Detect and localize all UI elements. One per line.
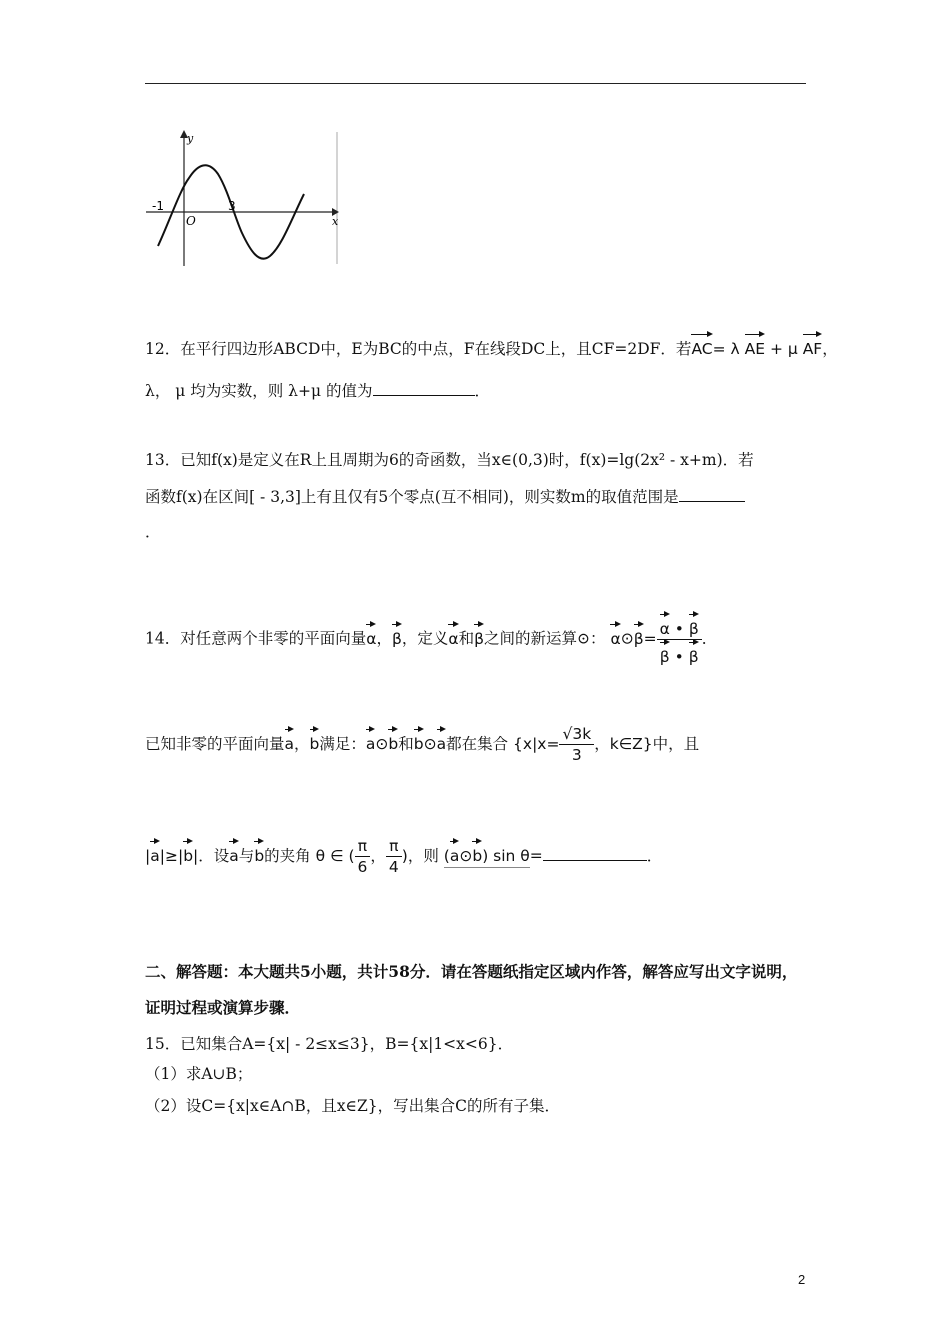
- den-beta-2: β: [689, 640, 699, 667]
- vector-a: a: [285, 727, 295, 754]
- q14-end: ．: [646, 847, 663, 865]
- definition-fraction: [657, 612, 702, 667]
- vector-a-2: a: [366, 727, 376, 754]
- pi-4-den: 4: [388, 858, 399, 876]
- q14-he-2: 和: [398, 735, 414, 753]
- q13-line1: 13．已知f(x)是定义在R上且周期为6的奇函数，当x∈(0,3)时，f(x)=lg(2x² - x+m)．若: [145, 451, 754, 469]
- q14-text1: 14．对任意两个非零的平面向量: [145, 629, 367, 648]
- sine-graph-figure: [142, 128, 342, 268]
- q12-line1: [145, 332, 838, 359]
- q12-comma: ，: [822, 340, 838, 358]
- x-axis-label: x: [332, 215, 339, 228]
- pi-6-den: 6: [357, 858, 368, 876]
- pi-over-6: [355, 836, 371, 877]
- expr-vector-a: a: [450, 839, 460, 866]
- q14-he: 和: [458, 629, 475, 648]
- q14-text5: 满足：: [319, 735, 366, 753]
- vector-beta-3: β: [634, 622, 644, 649]
- header-rule: [145, 83, 806, 84]
- q14-text9: 的夹角: [264, 847, 311, 865]
- fraction-numerator: [657, 612, 702, 640]
- set-notation: [513, 725, 653, 764]
- pi-over-4: [386, 836, 402, 877]
- vector-a-3: a: [437, 727, 447, 754]
- q13-text2: 函数f(x)在区间[ - 3,3]上有且仅有5个零点(互不相同)，则实数m的取值范围是: [145, 488, 679, 506]
- target-expression: (a⊙b) sin θ: [444, 847, 530, 868]
- abs-inequality: |a|≥|b|: [145, 847, 198, 865]
- q12-answer-blank[interactable]: [373, 381, 475, 396]
- q14-line3: [145, 836, 662, 877]
- q14-line1: [145, 612, 717, 667]
- vector-ac: AC: [691, 332, 712, 359]
- abs-vector-a: a: [150, 839, 160, 866]
- three-label: 3: [228, 199, 236, 213]
- q12-text2: λ， μ 均为实数，则 λ+μ 的值为: [145, 382, 373, 400]
- set-fraction-num: √3k: [559, 724, 594, 745]
- vector-alpha-3: α: [610, 622, 620, 649]
- q14-text2: ，定义: [401, 629, 449, 648]
- y-axis-label: y: [187, 132, 194, 145]
- vector-b-2: b: [388, 727, 398, 754]
- abs-vector-b: b: [183, 839, 193, 866]
- set-fraction-den: 3: [571, 746, 582, 764]
- pi-4-num: π: [386, 836, 402, 857]
- odot-operator-2: ⊙: [375, 735, 389, 753]
- q12-end: ．: [474, 382, 491, 400]
- q14-text10: ，则: [407, 847, 439, 865]
- num-beta: β: [689, 612, 699, 639]
- vector-alpha: α: [366, 622, 376, 649]
- theta-close: ): [401, 847, 408, 865]
- den-beta-1: β: [660, 640, 670, 667]
- vector-b-4: b: [254, 839, 264, 866]
- page-number: 2: [798, 1272, 806, 1287]
- theta-interval: θ ∈ ( $\frac{\pi}{6}$ ， $\frac{\pi}{4}$ ): [315, 837, 408, 876]
- fraction-denominator: [657, 640, 702, 667]
- q15-line2: （1）求A∪B；: [145, 1065, 253, 1083]
- vector-beta-2: β: [474, 622, 484, 649]
- q12-line2: [145, 381, 490, 401]
- vector-alpha-2: α: [448, 622, 458, 649]
- vector-a-4: a: [229, 839, 239, 866]
- q14-text4: 已知非零的平面向量: [145, 735, 285, 753]
- q14-text7: 中，且: [652, 735, 700, 753]
- abs-ge: ≥: [164, 847, 178, 865]
- expr-sin: sin θ: [493, 847, 530, 865]
- vector-ae: AE: [745, 332, 765, 359]
- q14-text8: ．设: [198, 847, 230, 865]
- set-close: ，k∈Z}: [594, 735, 653, 753]
- q14-text6: 都在集合: [446, 735, 509, 753]
- q14-eq: =: [643, 629, 657, 648]
- q14-period: ．: [701, 629, 718, 648]
- vector-af: AF: [803, 332, 823, 359]
- q12-eq-lambda: = λ: [712, 340, 740, 358]
- q14-answer-blank[interactable]: [543, 846, 647, 861]
- num-alpha: α: [660, 612, 670, 639]
- num-dot: •: [674, 620, 684, 638]
- q14-yu: 与: [238, 847, 255, 865]
- den-dot: •: [674, 648, 684, 666]
- q13-line2: [145, 487, 745, 507]
- q12-plus-mu: + μ: [769, 340, 798, 358]
- vector-beta: β: [392, 622, 402, 649]
- vector-b: b: [310, 727, 320, 754]
- section2-heading-line2: 证明过程或演算步骤．: [145, 998, 301, 1017]
- odot-operator: ⊙: [620, 629, 634, 648]
- q14-ab-comma: ，: [294, 735, 310, 753]
- q14-eq2: =: [529, 847, 543, 865]
- q15-line1: 15．已知集合A={x| - 2≤x≤3}，B={x|1<x<6}．: [145, 1035, 514, 1053]
- expr-odot: ⊙: [459, 847, 473, 865]
- neg-one-label: -1: [152, 199, 164, 213]
- origin-label: O: [186, 214, 196, 228]
- set-fraction: [559, 724, 594, 765]
- vector-b-3: b: [414, 727, 424, 754]
- odot-operator-3: ⊙: [423, 735, 437, 753]
- section2-heading-line1: 二、解答题：本大题共5小题，共计58分．请在答题纸指定区域内作答，解答应写出文字说明，: [145, 962, 798, 981]
- q13-answer-blank[interactable]: [679, 487, 745, 502]
- q14-line2: [145, 724, 699, 765]
- q14-sep1: ，: [376, 629, 392, 648]
- expr-vector-b: b: [472, 839, 482, 866]
- q12-text1: 12．在平行四边形ABCD中，E为BC的中点，F在线段DC上，且CF=2DF．若: [145, 340, 692, 358]
- theta-in: θ ∈ (: [315, 847, 355, 865]
- q14-text3: 之间的新运算⊙：: [484, 629, 606, 648]
- q15-line3: （2）设C={x|x∈A∩B，且x∈Z}，写出集合C的所有子集．: [145, 1097, 561, 1115]
- set-open: {x|x=: [513, 735, 560, 753]
- pi-6-num: π: [355, 836, 371, 857]
- q13-end: ．: [145, 523, 161, 541]
